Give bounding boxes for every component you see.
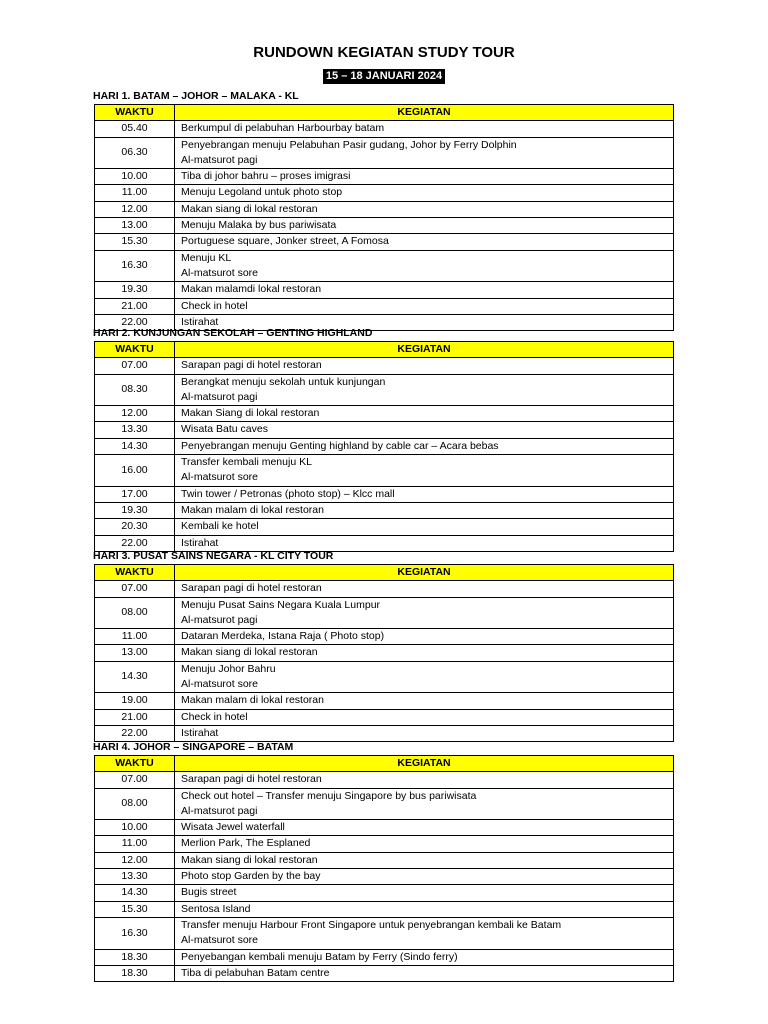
activity-cell: [175, 218, 674, 234]
activity-line: Transfer kembali menuju KL: [181, 456, 312, 469]
time-cell: 14.30: [95, 885, 175, 901]
day-title: HARI 1. BATAM – JOHOR – MALAKA - KL: [93, 90, 299, 102]
time-cell: 19.30: [95, 502, 175, 518]
activity-cell: [175, 901, 674, 917]
activity-line: Makan siang di lokal restoran: [181, 202, 318, 215]
table-row: [95, 169, 674, 185]
table-row: [95, 836, 674, 852]
column-header-activity: KEGIATAN: [175, 756, 674, 772]
activity-line: Al-matsurot sore: [181, 471, 259, 484]
activity-line: Sarapan pagi di hotel restoran: [181, 359, 322, 372]
activity-cell: [175, 169, 674, 185]
time-cell: 22.00: [95, 314, 175, 330]
time-cell: 10.00: [95, 820, 175, 836]
activity-line: Tiba di johor bahru – proses imigrasi: [181, 170, 351, 183]
time-cell: 05.40: [95, 121, 175, 137]
activity-line: Check out hotel – Transfer menuju Singapore by bus pariwisata: [181, 789, 477, 802]
activity-cell: [175, 820, 674, 836]
activity-line: Bugis street: [181, 886, 237, 899]
table-row: [95, 486, 674, 502]
activity-cell: [175, 645, 674, 661]
table-row: [95, 455, 674, 487]
table-row: [95, 709, 674, 725]
activity-cell: [175, 137, 674, 169]
table-row: [95, 645, 674, 661]
activity-cell: [175, 201, 674, 217]
table-row: [95, 581, 674, 597]
day-section: [94, 549, 674, 742]
schedule-table: [94, 564, 674, 742]
column-header-time: WAKTU: [95, 342, 175, 358]
table-row: [95, 282, 674, 298]
activity-line: Merlion Park, The Esplaned: [181, 837, 311, 850]
activity-line: Menuju Johor Bahru: [181, 662, 276, 675]
table-row: [95, 852, 674, 868]
table-row: [95, 137, 674, 169]
time-cell: 16.30: [95, 250, 175, 282]
activity-line: Makan Siang di lokal restoran: [181, 407, 320, 420]
activity-line: Twin tower / Petronas (photo stop) – Klcc mall: [181, 487, 395, 500]
table-row: [95, 901, 674, 917]
activity-cell: [175, 282, 674, 298]
time-cell: 22.00: [95, 535, 175, 551]
activity-line: Sarapan pagi di hotel restoran: [181, 773, 322, 786]
time-cell: 18.30: [95, 965, 175, 981]
time-cell: 22.00: [95, 725, 175, 741]
activity-cell: [175, 885, 674, 901]
table-row: [95, 788, 674, 820]
activity-line: Menuju Pusat Sains Negara Kuala Lumpur: [181, 598, 381, 611]
activity-cell: [175, 949, 674, 965]
activity-line: Sentosa Island: [181, 902, 251, 915]
activity-line: Al-matsurot pagi: [181, 613, 258, 626]
activity-cell: [175, 581, 674, 597]
activity-line: Dataran Merdeka, Istana Raja ( Photo stop): [181, 630, 385, 643]
table-row: [95, 374, 674, 406]
day-title: HARI 3. PUSAT SAINS NEGARA - KL CITY TOUR: [93, 550, 334, 562]
column-header-activity: KEGIATAN: [175, 105, 674, 121]
activity-line: Penyebrangan menuju Pelabuhan Pasir gudang, Johor by Ferry Dolphin: [181, 138, 517, 151]
table-row: [95, 820, 674, 836]
activity-cell: [175, 693, 674, 709]
table-row: [95, 693, 674, 709]
time-cell: 19.00: [95, 693, 175, 709]
activity-cell: [175, 836, 674, 852]
activity-line: Makan malamdi lokal restoran: [181, 283, 322, 296]
activity-line: Menuju Legoland untuk photo stop: [181, 186, 343, 199]
table-row: [95, 772, 674, 788]
time-cell: 18.30: [95, 949, 175, 965]
activity-line: Istirahat: [181, 726, 219, 739]
activity-line: Istirahat: [181, 315, 219, 328]
table-row: [95, 218, 674, 234]
activity-line: Makan siang di lokal restoran: [181, 853, 318, 866]
table-row: [95, 422, 674, 438]
activity-cell: [175, 185, 674, 201]
activity-line: Al-matsurot sore: [181, 934, 259, 947]
activity-line: Wisata Batu caves: [181, 423, 268, 436]
table-row: [95, 917, 674, 949]
activity-cell: [175, 772, 674, 788]
time-cell: 14.30: [95, 661, 175, 693]
day-title: HARI 2. KUNJUNGAN SEKOLAH – GENTING HIGHLAND: [93, 327, 373, 339]
activity-line: Check in hotel: [181, 710, 248, 723]
table-row: [95, 965, 674, 981]
date-range: 15 – 18 JANUARI 2024: [323, 69, 445, 84]
column-header-activity: KEGIATAN: [175, 565, 674, 581]
activity-line: Makan siang di lokal restoran: [181, 646, 318, 659]
time-cell: 07.00: [95, 772, 175, 788]
activity-cell: [175, 374, 674, 406]
table-row: [95, 502, 674, 518]
activity-line: Al-matsurot pagi: [181, 153, 258, 166]
time-cell: 20.30: [95, 519, 175, 535]
activity-line: Makan malam di lokal restoran: [181, 503, 324, 516]
table-row: [95, 358, 674, 374]
time-cell: 08.00: [95, 788, 175, 820]
activity-line: Tiba di pelabuhan Batam centre: [181, 966, 330, 979]
activity-cell: [175, 965, 674, 981]
time-cell: 14.30: [95, 438, 175, 454]
table-header: [95, 565, 674, 581]
time-cell: 17.00: [95, 486, 175, 502]
table-row: [95, 519, 674, 535]
time-cell: 13.30: [95, 869, 175, 885]
table-row: [95, 869, 674, 885]
schedule-table: [94, 104, 674, 331]
activity-cell: [175, 358, 674, 374]
document-title: RUNDOWN KEGIATAN STUDY TOUR: [253, 44, 515, 61]
activity-line: Al-matsurot sore: [181, 678, 259, 691]
activity-line: Al-matsurot pagi: [181, 390, 258, 403]
time-cell: 12.00: [95, 852, 175, 868]
table-row: [95, 949, 674, 965]
time-cell: 19.30: [95, 282, 175, 298]
time-cell: 13.30: [95, 422, 175, 438]
activity-cell: [175, 788, 674, 820]
activity-line: Photo stop Garden by the bay: [181, 870, 321, 883]
time-cell: 13.00: [95, 645, 175, 661]
activity-line: Istirahat: [181, 536, 219, 549]
activity-cell: [175, 709, 674, 725]
activity-cell: [175, 661, 674, 693]
time-cell: 12.00: [95, 406, 175, 422]
time-cell: 13.00: [95, 218, 175, 234]
activity-line: Makan malam di lokal restoran: [181, 694, 324, 707]
table-row: [95, 885, 674, 901]
column-header-activity: KEGIATAN: [175, 342, 674, 358]
table-row: [95, 298, 674, 314]
activity-cell: [175, 406, 674, 422]
activity-line: Sarapan pagi di hotel restoran: [181, 582, 322, 595]
table-row: [95, 250, 674, 282]
activity-cell: [175, 250, 674, 282]
table-row: [95, 121, 674, 137]
activity-line: Wisata Jewel waterfall: [181, 821, 285, 834]
table-row: [95, 185, 674, 201]
activity-line: Al-matsurot pagi: [181, 804, 258, 817]
activity-line: Kembali ke hotel: [181, 520, 259, 533]
column-header-time: WAKTU: [95, 105, 175, 121]
time-cell: 21.00: [95, 709, 175, 725]
time-cell: 15.30: [95, 901, 175, 917]
time-cell: 16.30: [95, 917, 175, 949]
activity-line: Menuju Malaka by bus pariwisata: [181, 219, 337, 232]
day-section: [94, 326, 674, 552]
time-cell: 16.00: [95, 455, 175, 487]
time-cell: 21.00: [95, 298, 175, 314]
activity-line: Berangkat menuju sekolah untuk kunjungan: [181, 375, 386, 388]
time-cell: 15.30: [95, 234, 175, 250]
day-section: [94, 89, 674, 331]
activity-line: Check in hotel: [181, 299, 248, 312]
activity-cell: [175, 502, 674, 518]
time-cell: 10.00: [95, 169, 175, 185]
table-row: [95, 597, 674, 629]
time-cell: 11.00: [95, 629, 175, 645]
table-row: [95, 661, 674, 693]
activity-line: Menuju KL: [181, 251, 232, 264]
activity-cell: [175, 486, 674, 502]
activity-cell: [175, 852, 674, 868]
table-row: [95, 629, 674, 645]
activity-cell: [175, 869, 674, 885]
activity-cell: [175, 121, 674, 137]
activity-cell: [175, 234, 674, 250]
table-header: [95, 756, 674, 772]
activity-cell: [175, 438, 674, 454]
activity-cell: [175, 519, 674, 535]
schedule-table: [94, 755, 674, 982]
table-row: [95, 234, 674, 250]
time-cell: 07.00: [95, 581, 175, 597]
table-row: [95, 438, 674, 454]
time-cell: 06.30: [95, 137, 175, 169]
activity-line: Penyebangan kembali menuju Batam by Ferry (Sindo ferry): [181, 950, 458, 963]
time-cell: 08.30: [95, 374, 175, 406]
activity-line: Portuguese square, Jonker street, A Fomosa: [181, 235, 389, 248]
column-header-time: WAKTU: [95, 756, 175, 772]
time-cell: 12.00: [95, 201, 175, 217]
activity-cell: [175, 422, 674, 438]
day-title: HARI 4. JOHOR – SINGAPORE – BATAM: [93, 741, 294, 753]
table-header: [95, 342, 674, 358]
time-cell: 11.00: [95, 185, 175, 201]
time-cell: 07.00: [95, 358, 175, 374]
time-cell: 08.00: [95, 597, 175, 629]
activity-cell: [175, 298, 674, 314]
activity-line: Al-matsurot sore: [181, 266, 259, 279]
time-cell: 11.00: [95, 836, 175, 852]
day-section: [94, 740, 674, 982]
schedule-table: [94, 341, 674, 552]
table-row: [95, 201, 674, 217]
activity-line: Berkumpul di pelabuhan Harbourbay batam: [181, 122, 385, 135]
activity-line: Penyebrangan menuju Genting highland by cable car – Acara bebas: [181, 439, 499, 452]
activity-cell: [175, 629, 674, 645]
table-row: [95, 406, 674, 422]
activity-line: Transfer menuju Harbour Front Singapore untuk penyebrangan kembali ke Batam: [181, 918, 562, 931]
column-header-time: WAKTU: [95, 565, 175, 581]
table-header: [95, 105, 674, 121]
activity-cell: [175, 597, 674, 629]
activity-cell: [175, 917, 674, 949]
activity-cell: [175, 455, 674, 487]
